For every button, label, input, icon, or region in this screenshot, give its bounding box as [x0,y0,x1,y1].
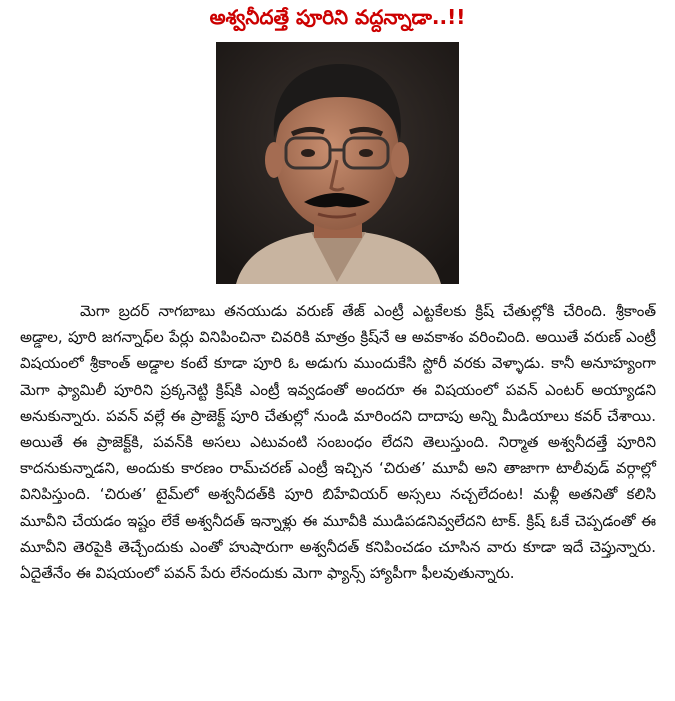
article-paragraph: మెగా బ్రదర్ నాగబాబు తనయుడు వరుణ్ తేజ్ ఎంట్రీ ఎట్టకేలకు క్రిష్ చేతుల్లోకి చేరింది. శ్రీకాంత్ అడ్డాల, పూరి జగన్నాధ్‌ల పేర్లు వినిపించినా చివరికి మాత్రం క్రిష్‌నే ఆ అవకాశం వరించింది. అయితే వరుణ్ ఎంట్రీ విషయంలో శ్రీకాంత్ అడ్డాల కంటే కూడా పూరి ఓ అడుగు ముందుకేసి స్టోరీ వరకు వెళ్ళాడు. కానీ అనూహ్యంగా మెగా ఫ్యామిలీ పూరిని ప్రక్కనెట్టి క్రిష్‌కి ఎంట్రీ ఇవ్వడంతో అందరూ ఈ విషయంలో పవన్ ఎంటర్ అయ్యాడని అనుకున్నారు. పవన్ వల్లే ఈ ప్రాజెక్ట్ పూరి చేతుల్లో నుండి మారిందని దాదాపు అన్ని మీడియాలు కవర్ చేశాయి. అయితే ఈ ప్రాజెక్ట్‌కి, పవన్‌కి అసలు ఎటువంటి సంబంధం లేదని తెలుస్తుంది. నిర్మాత అశ్వనీదత్తే పూరిని కాదనుకున్నాడని, అందుకు కారణం రామ్‌చరణ్ ఎంట్రీ ఇచ్చిన ‘చిరుత’ మూవీ అని తాజాగా టాలీవుడ్ వర్గాల్లో వినిపిస్తుంది. ‘చిరుత’ టైమ్‌లో అశ్వనీదత్‌కి పూరి బిహేవియర్ అస్సలు నచ్చలేదంట! మళ్లీ అతనితో కలిసి మూవీని చేయడం ఇష్టం లేకే అశ్వనీదత్ ఇన్నాళ్లు ఈ మూవీకి ముడిపడనివ్వలేదని టాక్. క్రిష్ ఓకే చెప్పడంతో ఈ మూవీని తెరపైకి తెచ్చేందుకు ఎంతో హుషారుగా అశ్వనీదత్ కనిపించడం చూసిన వారు కూడా ఇదే చెప్తున్నారు. ఏదైతేనేం ఈ విషయంలో పవన్ పేరు లేనందుకు మెగా ఫ్యాన్స్ హ్యాపీగా ఫీలవుతున్నారు. [20,302,656,583]
article-body [20,298,656,586]
portrait-illustration [216,42,459,284]
article-headline: అశ్వనీదత్తే పూరిని వద్దన్నాడా..!! [209,5,466,29]
portrait-photo [216,42,459,284]
